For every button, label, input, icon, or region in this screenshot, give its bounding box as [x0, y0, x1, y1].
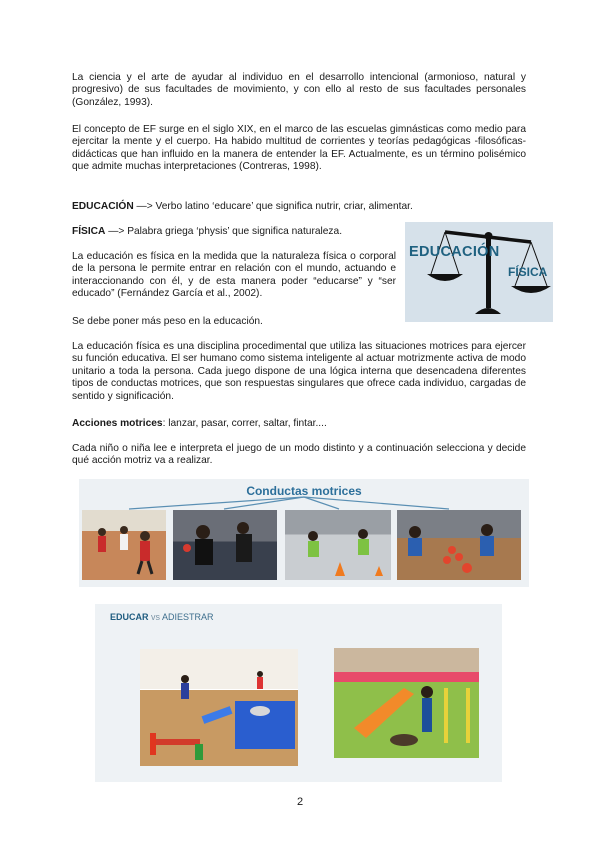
acciones-term: Acciones motrices [72, 418, 163, 429]
vs-word: vs [148, 612, 163, 622]
definition-paragraph: La ciencia y el arte de ayudar al individuo en el desarrollo intencional (armonioso, natural y progresivo) de sus facultades de movimiento, y con ello al resto de sus facultades personales (González, 1993). [72, 72, 526, 108]
conductas-motrices-image [79, 479, 529, 587]
photo-gym-obstacles [140, 649, 298, 766]
photo-gym-throw [173, 510, 277, 580]
educar-heading [110, 612, 214, 622]
nino-paragraph: Cada niño o niña lee e interpreta el juego de un modo distinto y a continuación selecciona y decide qué acción motriz va a realizar. [72, 443, 526, 467]
concept-paragraph: El concepto de EF surge en el siglo XIX, en el marco de las escuelas gimnásticas como medio para ejercitar la mente y el cuerpo. Ha habido multitud de corrientes y teorías pedagógicas -filosóficas- didácticas que han influido en la manera de entender la EF. Actualmente, es un término polisémico que admite muchas interpretaciones (Contreras, 1998). [72, 124, 526, 173]
balance-left-word: EDUCACIÓN [409, 244, 500, 260]
conductas-title: Conductas motrices [246, 484, 362, 498]
disciplina-paragraph: La educación física es una disciplina procedimental que utiliza las situaciones motrices para ejercer su función educativa. El ser humano como sistema inteligente al actuar motrizmente activa de modo unitario a toda la persona. Cada juego dispone de una lógica interna que desencadena diferentes tipos de conductas motrices, que son respuestas singulares que ofrece cada individuo, cargadas de sentido y significación. [72, 341, 526, 402]
photo-outdoor-cones [285, 510, 391, 580]
photo-kids-balls [397, 510, 521, 580]
educacion-meaning: —> Verbo latino ‘educare’ que significa nutrir, criar, alimentar. [133, 201, 413, 212]
photo-running-kids [82, 510, 166, 580]
acciones-paragraph [72, 418, 526, 430]
acciones-list: : lanzar, pasar, correr, saltar, fintar.... [162, 418, 327, 429]
balance-right-word: FÍSICA [508, 265, 548, 279]
educacion-term: EDUCACIÓN [72, 201, 134, 212]
peso-paragraph: Se debe poner más peso en la educación. [72, 316, 263, 327]
educar-word: EDUCAR [110, 612, 149, 622]
fisica-body-paragraph: La educación es física en la medida que la naturaleza física o corporal de la persona le permite entrar en relación con el mundo, actuando e interaccionando con él, y de esta manera poder “educarse” y “ser educado” (Fernández García et al., 2002). [72, 251, 396, 300]
balance-scale-image [405, 222, 553, 322]
adiestrar-word: ADIESTRAR [162, 612, 214, 622]
fisica-meaning: —> Palabra griega ‘physis’ que significa naturaleza. [105, 226, 343, 237]
educar-vs-adiestrar-image [95, 604, 502, 782]
page-number: 2 [296, 796, 304, 808]
fisica-term: FÍSICA [72, 226, 106, 237]
educacion-definition [72, 201, 526, 213]
photo-dog-agility [334, 648, 479, 758]
